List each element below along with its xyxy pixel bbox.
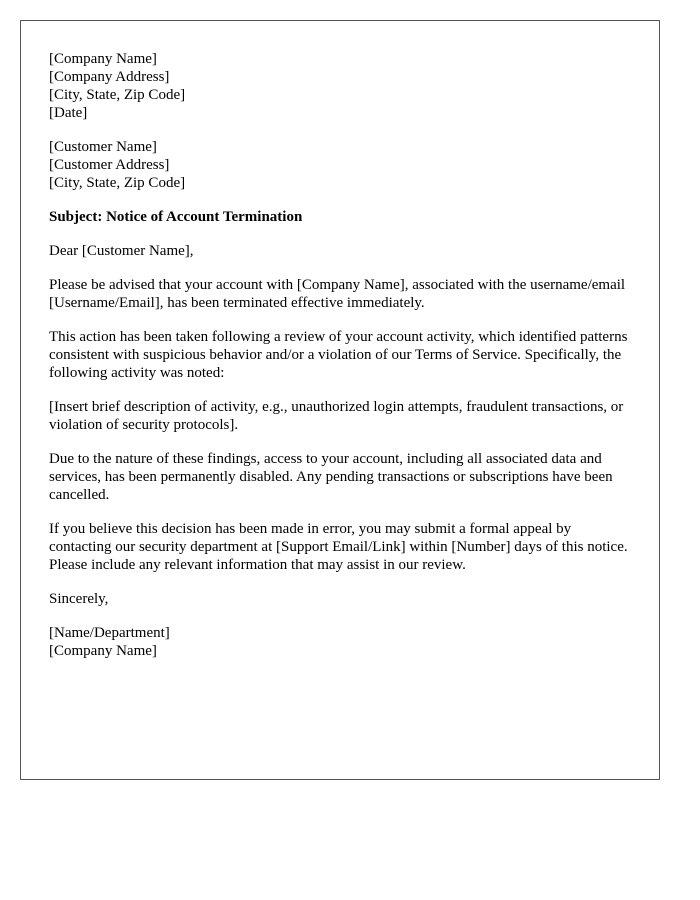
letter-date: [Date] — [49, 105, 88, 121]
paragraph-activity-description: [Insert brief description of activity, e.g., unauthorized login attempts, fraudulent transactions, or violation of security protocols]. — [49, 399, 624, 433]
recipient-city-state-zip: [City, State, Zip Code] — [49, 175, 186, 191]
paragraph-appeal-instructions: If you believe this decision has been made in error, you may submit a formal appeal by contacting our security department at [Support Email/Link] within [Number] days of this notice. Please include any relevant information that may assist in our review. — [49, 521, 628, 573]
sender-city-state-zip: [City, State, Zip Code] — [49, 87, 186, 103]
paragraph-termination-notice: Please be advised that your account with [Company Name], associated with the username/email [Username/Email], has been terminated effective immediately. — [49, 277, 626, 311]
sender-company-name: [Company Name] — [49, 51, 157, 67]
paragraph-access-disabled: Due to the nature of these findings, access to your account, including all associated data and services, has been permanently disabled. Any pending transactions or subscriptions have been cancelled. — [49, 451, 613, 503]
letter-subject: Subject: Notice of Account Termination — [49, 209, 303, 225]
recipient-customer-name: [Customer Name] — [49, 139, 157, 155]
signature-block — [49, 624, 631, 660]
recipient-block — [49, 138, 631, 192]
signature-name-department: [Name/Department] — [49, 625, 170, 641]
recipient-customer-address: [Customer Address] — [49, 157, 170, 173]
sender-company-address: [Company Address] — [49, 69, 170, 85]
closing: Sincerely, — [49, 591, 109, 607]
sender-block — [49, 50, 631, 122]
paragraph-review-reason: This action has been taken following a review of your account activity, which identified patterns consistent with suspicious behavior and/or a violation of our Terms of Service. Specifically, the following activity was noted: — [49, 329, 628, 381]
salutation: Dear [Customer Name], — [49, 243, 194, 259]
letter-page — [20, 20, 660, 780]
signature-company-name: [Company Name] — [49, 643, 157, 659]
